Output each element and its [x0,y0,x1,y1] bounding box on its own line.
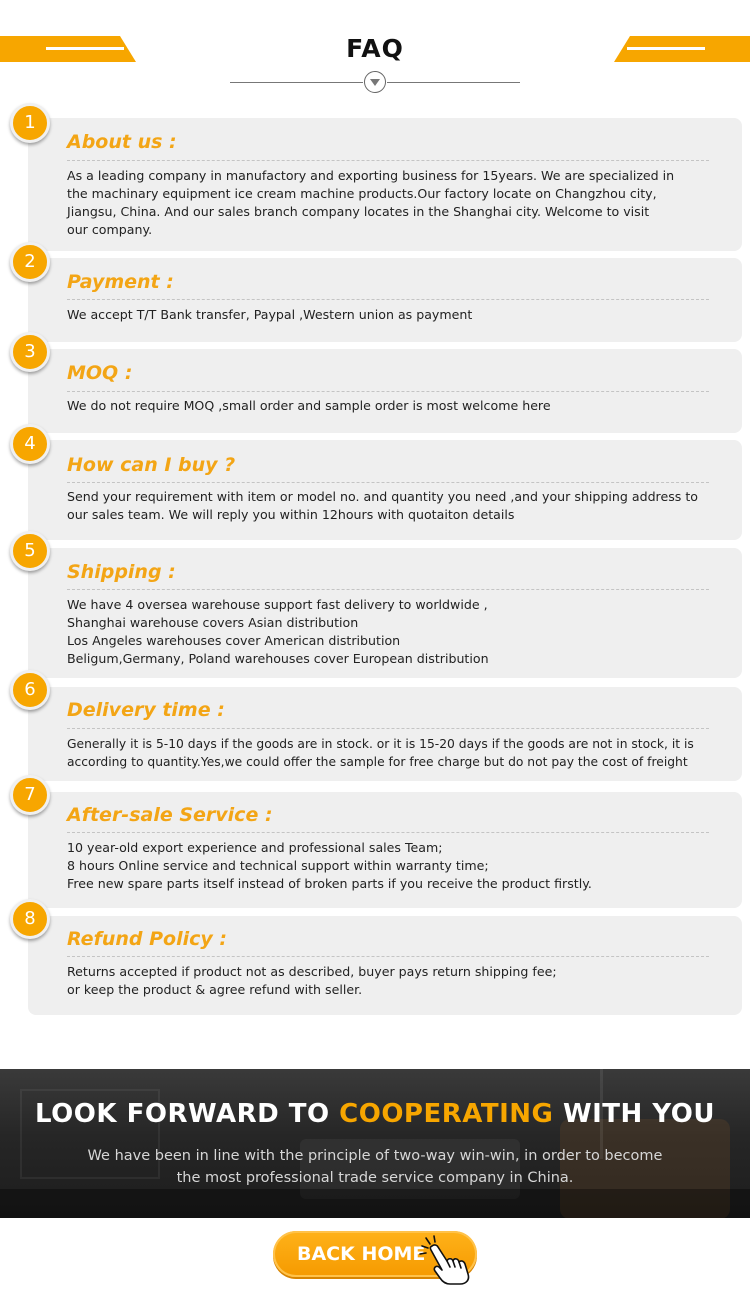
faq-card-about-us [28,118,742,251]
dashed-divider [67,832,709,833]
banner-background-floor [0,1189,750,1218]
faq-number-badge: 7 [10,775,50,815]
page-title: FAQ [346,34,404,63]
banner-title-highlight: COOPERATING [339,1099,554,1129]
faq-number-badge: 8 [10,899,50,939]
faq-question: Refund Policy : [67,928,227,950]
faq-number-badge: 4 [10,424,50,464]
faq-card-payment [28,258,742,342]
faq-header [0,0,750,100]
faq-answer: We have 4 oversea warehouse support fast delivery to worldwide , Shanghai warehouse covers Asian distribution Los Angeles warehouses cover American distribution Beligum,Germany, Poland warehouses cover European distribution [67,597,489,666]
back-home-button[interactable]: BACK HOME [273,1231,477,1277]
faq-question: About us : [67,131,177,153]
banner-title: LOOK FORWARD TO COOPERATING WITH YOU [35,1099,715,1129]
dashed-divider [67,589,709,590]
faq-card-refund-policy [28,916,742,1015]
chevron-down-icon [364,71,386,93]
faq-number-badge: 2 [10,242,50,282]
dashed-divider [67,299,709,300]
dashed-divider [67,482,709,483]
faq-answer: Generally it is 5-10 days if the goods are in stock. or it is 15-20 days if the goods are not in stock, it is according to quantity.Yes,we could offer the sample for free charge but do not pay the cost of freight [67,737,694,769]
faq-number-badge: 5 [10,531,50,571]
dashed-divider [67,391,709,392]
faq-question: MOQ : [67,362,133,384]
faq-card-moq [28,349,742,433]
faq-question: Shipping : [67,561,176,583]
faq-question: How can I buy ? [67,454,236,476]
faq-card-delivery-time [28,687,742,781]
title-divider-left [230,82,363,83]
faq-question: After-sale Service : [67,804,273,826]
cooperation-banner [0,1069,750,1218]
title-divider-right [387,82,520,83]
faq-answer: 10 year-old export experience and professional sales Team; 8 hours Online service and technical support within warranty time; Free new spare parts itself instead of broken parts if you receive the product firstly. [67,840,592,891]
faq-answer: Returns accepted if product not as described, buyer pays return shipping fee; or keep the product & agree refund with seller. [67,964,557,997]
faq-number-badge: 6 [10,670,50,710]
faq-card-shipping [28,548,742,678]
faq-question: Delivery time : [67,699,225,721]
dashed-divider [67,728,709,729]
pointing-hand-icon [418,1234,472,1286]
faq-question: Payment : [67,271,174,293]
faq-card-after-sale-service [28,792,742,908]
faq-answer: Send your requirement with item or model no. and quantity you need ,and your shipping address to our sales team. We will reply you within 12hours with quotaiton details [67,489,698,522]
faq-answer: As a leading company in manufactory and exporting business for 15years. We are specialized in the machinary equipment ice cream machine products.Our factory locate on Changzhou city, Jiangsu, China. And our sales branch company locates in the Shanghai city. Welcome to visit our company. [67,168,675,237]
faq-answer: We accept T/T Bank transfer, Paypal ,Western union as payment [67,307,473,322]
faq-number-badge: 3 [10,332,50,372]
banner-subtitle: We have been in line with the principle of two-way win-win, in order to become the most professional trade service company in China. [87,1148,663,1186]
faq-card-how-to-buy [28,440,742,540]
faq-answer: We do not require MOQ ,small order and sample order is most welcome here [67,398,551,413]
dashed-divider [67,160,709,161]
faq-number-badge: 1 [10,103,50,143]
dashed-divider [67,956,709,957]
